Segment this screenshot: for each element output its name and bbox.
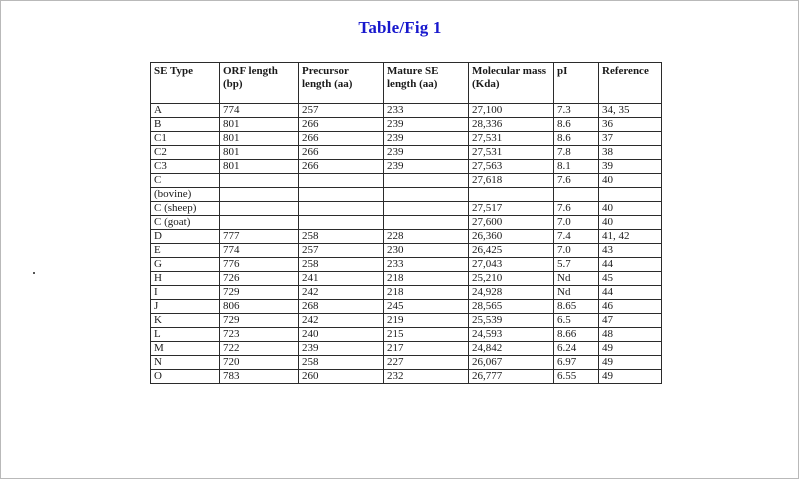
table-cell: 6.55 [554,370,599,384]
table-cell: 43 [599,244,662,258]
table-cell: 6.5 [554,314,599,328]
table-row [151,188,662,202]
table-row [151,370,662,384]
table-cell: 266 [299,146,384,160]
table-cell: (bovine) [151,188,220,202]
table-cell [299,216,384,230]
table-cell: Nd [554,286,599,300]
table-cell: 39 [599,160,662,174]
table-cell: G [151,258,220,272]
table-cell: 218 [384,286,469,300]
column-header-precursor-length: Precursor length (aa) [299,63,384,104]
table-row [151,104,662,118]
table-cell: 777 [220,230,299,244]
table-cell: 27,100 [469,104,554,118]
table-cell: 45 [599,272,662,286]
table-cell: 801 [220,146,299,160]
column-header-molecular-mass: Molecular mass (Kda) [469,63,554,104]
table-row [151,118,662,132]
table-cell: 36 [599,118,662,132]
table-cell: N [151,356,220,370]
table-cell: 215 [384,328,469,342]
table-cell: I [151,286,220,300]
table-cell: A [151,104,220,118]
table-cell: M [151,342,220,356]
table-cell: 227 [384,356,469,370]
table-cell: 49 [599,370,662,384]
table-header-row [151,63,662,104]
se-data-table [150,62,662,384]
table-cell: 7.3 [554,104,599,118]
table-row [151,342,662,356]
table-cell: K [151,314,220,328]
table-cell: 40 [599,174,662,188]
table-cell: 726 [220,272,299,286]
table-cell [599,188,662,202]
table-cell: 44 [599,258,662,272]
table-row [151,356,662,370]
column-header-pi: pI [554,63,599,104]
table-row [151,216,662,230]
table-cell: 217 [384,342,469,356]
table-cell: 232 [384,370,469,384]
table-cell: 239 [384,160,469,174]
table-row [151,328,662,342]
table-row [151,160,662,174]
table-cell: 27,531 [469,146,554,160]
table-cell: 7.6 [554,202,599,216]
table-cell: 801 [220,132,299,146]
table-cell: 729 [220,286,299,300]
table-cell [299,188,384,202]
table-cell: C2 [151,146,220,160]
table-row [151,132,662,146]
table-cell: 266 [299,160,384,174]
table-cell [220,174,299,188]
table-cell: 774 [220,104,299,118]
table-cell: 37 [599,132,662,146]
stray-mark [33,272,35,274]
table-cell: 233 [384,104,469,118]
table-cell: 230 [384,244,469,258]
table-cell: 25,210 [469,272,554,286]
table-cell: 48 [599,328,662,342]
table-cell: D [151,230,220,244]
table-cell: 28,336 [469,118,554,132]
table-cell [384,188,469,202]
table-row [151,300,662,314]
table-cell: 720 [220,356,299,370]
table-cell: 239 [384,118,469,132]
table-cell: 801 [220,160,299,174]
table-row [151,174,662,188]
table-cell: 24,842 [469,342,554,356]
table-cell [469,188,554,202]
table-cell: 722 [220,342,299,356]
table-header [151,63,662,104]
table-cell: 26,360 [469,230,554,244]
table-row [151,272,662,286]
table-cell: 7.8 [554,146,599,160]
table-cell: 7.0 [554,244,599,258]
table-cell: 8.6 [554,118,599,132]
table-cell: 266 [299,118,384,132]
table-cell: 8.6 [554,132,599,146]
table-cell: H [151,272,220,286]
table-cell: 44 [599,286,662,300]
table-cell: 8.1 [554,160,599,174]
table-cell [384,216,469,230]
table-cell [220,188,299,202]
table-cell: 27,517 [469,202,554,216]
table-cell: 776 [220,258,299,272]
table-cell: Nd [554,272,599,286]
column-header-se-type: SE Type [151,63,220,104]
table-cell: 24,928 [469,286,554,300]
table-cell: 218 [384,272,469,286]
table-cell: 24,593 [469,328,554,342]
table-cell: 27,618 [469,174,554,188]
table-cell: 245 [384,300,469,314]
table-cell: 40 [599,202,662,216]
table-cell [384,174,469,188]
table-cell: C (goat) [151,216,220,230]
column-header-mature-se-length: Mature SE length (aa) [384,63,469,104]
table-cell: 241 [299,272,384,286]
table-cell [299,174,384,188]
table-cell: 258 [299,258,384,272]
table-cell: 46 [599,300,662,314]
table-cell: 239 [299,342,384,356]
table-cell: 774 [220,244,299,258]
table-cell: 26,777 [469,370,554,384]
table-cell: C [151,174,220,188]
table-cell: 266 [299,132,384,146]
table-cell: 801 [220,118,299,132]
table-cell: 239 [384,146,469,160]
table-cell: 7.6 [554,174,599,188]
table-cell [554,188,599,202]
table-row [151,244,662,258]
table-row [151,202,662,216]
table-cell: E [151,244,220,258]
table-cell: 228 [384,230,469,244]
table-row [151,286,662,300]
table-cell: 34, 35 [599,104,662,118]
table-cell: 240 [299,328,384,342]
table-cell: 260 [299,370,384,384]
table-cell: 26,425 [469,244,554,258]
table-cell: 41, 42 [599,230,662,244]
table-cell: 27,600 [469,216,554,230]
table-cell: 219 [384,314,469,328]
table-cell: 26,067 [469,356,554,370]
table-cell: 783 [220,370,299,384]
table-cell [384,202,469,216]
table-cell: 38 [599,146,662,160]
table-cell: 27,563 [469,160,554,174]
table-row [151,230,662,244]
table-cell: 729 [220,314,299,328]
table-cell: 242 [299,314,384,328]
table-cell: 47 [599,314,662,328]
table-cell: 27,043 [469,258,554,272]
table-cell [220,202,299,216]
table-body [151,104,662,384]
table-cell: 233 [384,258,469,272]
table-cell: 8.65 [554,300,599,314]
se-table-container [150,62,649,384]
table-cell: J [151,300,220,314]
table-cell: C1 [151,132,220,146]
table-cell: 258 [299,230,384,244]
table-row [151,314,662,328]
table-cell: 40 [599,216,662,230]
table-cell: 28,565 [469,300,554,314]
table-cell: 25,539 [469,314,554,328]
table-cell: 258 [299,356,384,370]
table-cell: L [151,328,220,342]
table-row [151,258,662,272]
table-cell: 7.0 [554,216,599,230]
table-cell: C3 [151,160,220,174]
column-header-reference: Reference [599,63,662,104]
table-cell: O [151,370,220,384]
table-cell: 242 [299,286,384,300]
table-cell: 257 [299,244,384,258]
table-cell: 239 [384,132,469,146]
table-cell: 8.66 [554,328,599,342]
table-cell: 49 [599,342,662,356]
table-cell: C (sheep) [151,202,220,216]
table-cell [220,216,299,230]
table-cell: 5.7 [554,258,599,272]
table-cell: B [151,118,220,132]
table-cell: 6.24 [554,342,599,356]
table-cell: 806 [220,300,299,314]
table-cell: 27,531 [469,132,554,146]
table-cell: 7.4 [554,230,599,244]
table-cell [299,202,384,216]
table-row [151,146,662,160]
table-cell: 257 [299,104,384,118]
column-header-orf-length: ORF length (bp) [220,63,299,104]
table-cell: 723 [220,328,299,342]
table-cell: 6.97 [554,356,599,370]
table-cell: 49 [599,356,662,370]
page-title: Table/Fig 1 [358,18,442,37]
table-cell: 268 [299,300,384,314]
